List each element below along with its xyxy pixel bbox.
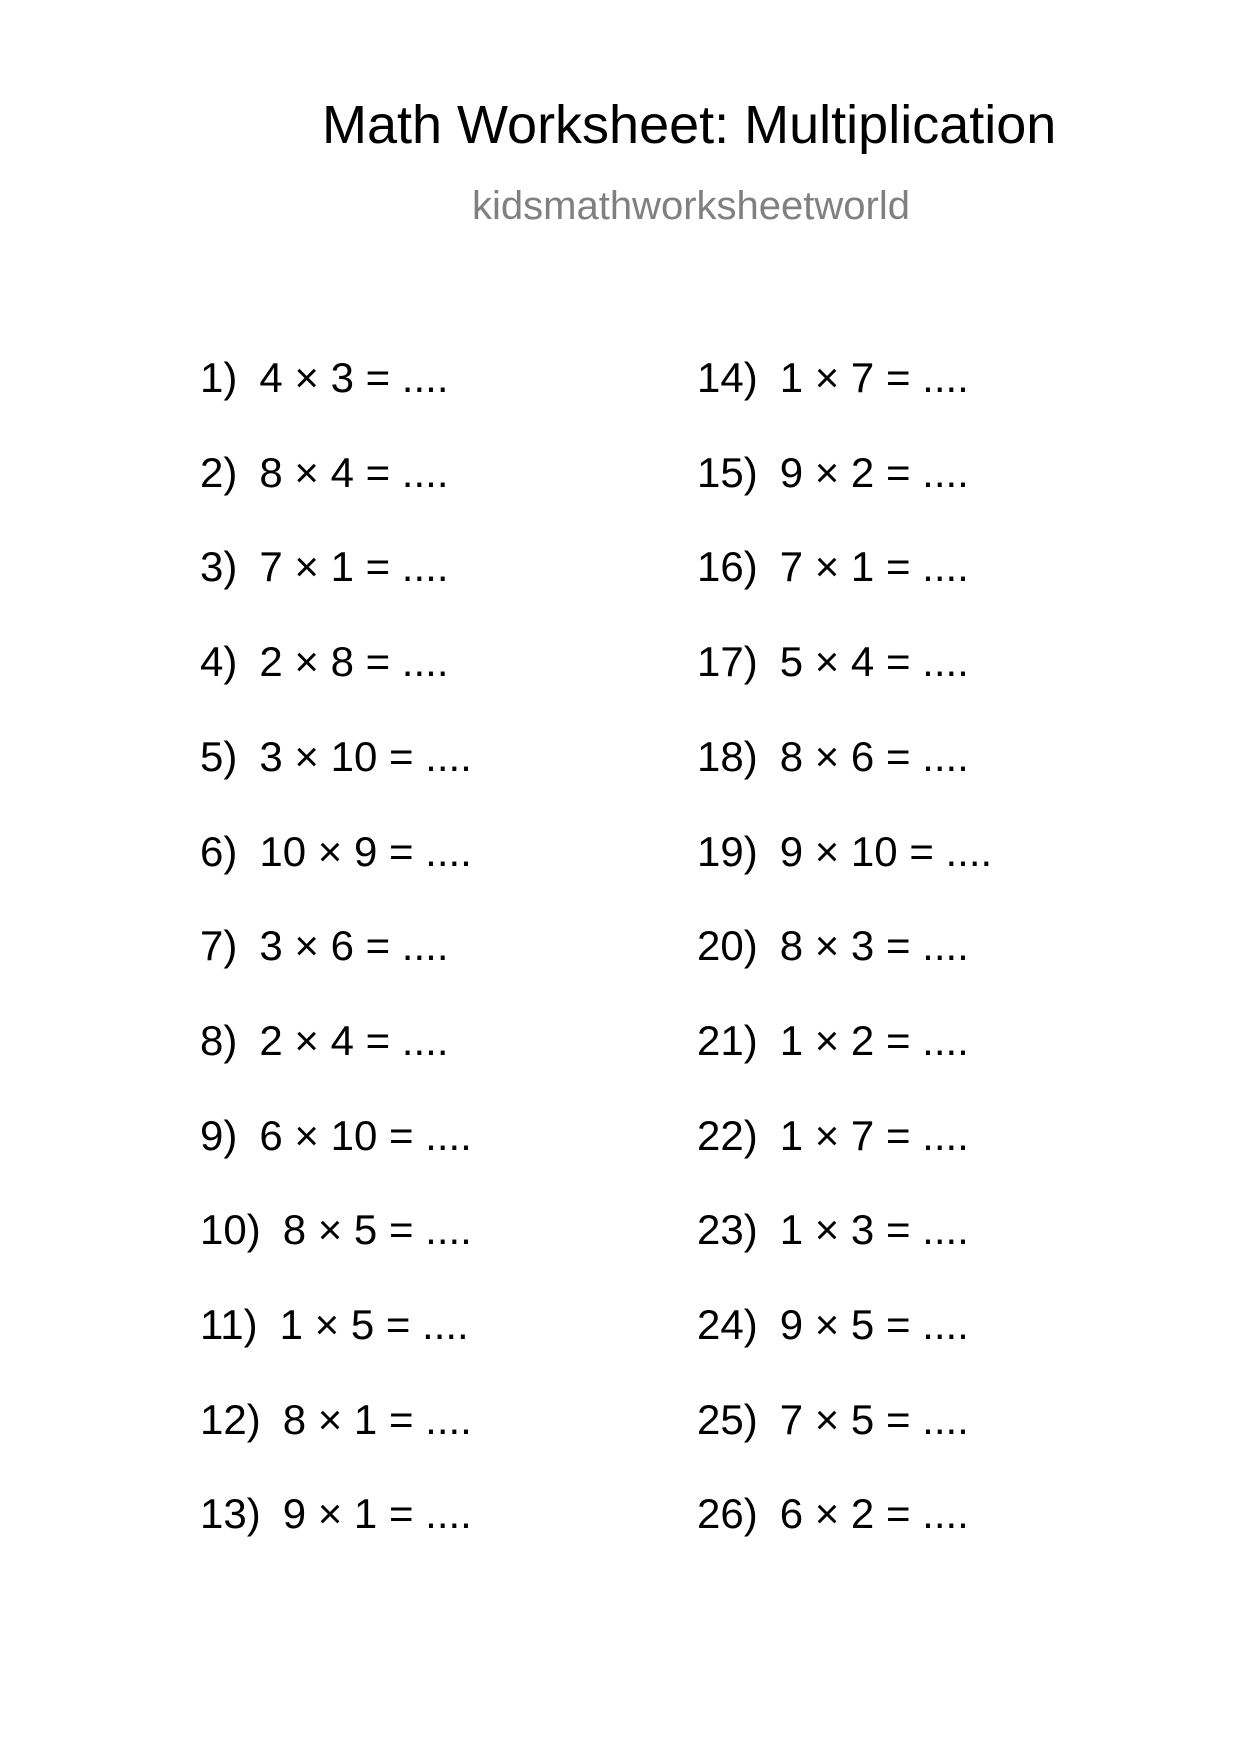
problem-expression: 8 × 1 = .... — [282, 1396, 472, 1443]
problem-item — [200, 638, 449, 685]
problem-item — [697, 1112, 969, 1159]
problem-item — [697, 638, 969, 685]
problem-expression: 9 × 10 = .... — [779, 828, 993, 875]
problem-item — [697, 1301, 969, 1348]
problem-item — [697, 828, 993, 875]
problem-item — [200, 828, 472, 875]
problem-expression: 6 × 2 = .... — [779, 1490, 969, 1537]
problem-number: 7) — [200, 922, 238, 969]
problem-expression: 1 × 2 = .... — [779, 1017, 969, 1064]
problem-expression: 7 × 5 = .... — [779, 1396, 969, 1443]
problem-item — [697, 1490, 969, 1537]
problem-number: 12) — [200, 1396, 261, 1443]
problem-expression: 2 × 8 = .... — [259, 638, 449, 685]
problem-number: 18) — [697, 733, 758, 780]
problem-item — [200, 1396, 472, 1443]
problem-item — [697, 354, 969, 401]
problem-number: 13) — [200, 1490, 261, 1537]
problem-number: 6) — [200, 828, 238, 875]
site-name: kidsmathworksheetworld — [472, 184, 910, 228]
problem-item — [697, 733, 969, 780]
problem-expression: 7 × 1 = .... — [259, 543, 449, 590]
problem-expression: 5 × 4 = .... — [779, 638, 969, 685]
problem-expression: 1 × 3 = .... — [779, 1206, 969, 1253]
problem-item — [200, 922, 449, 969]
problem-item — [200, 1112, 472, 1159]
problem-expression: 8 × 3 = .... — [779, 922, 969, 969]
problem-number: 1) — [200, 354, 238, 401]
problem-item — [697, 543, 969, 590]
problem-item — [200, 354, 449, 401]
problem-number: 10) — [200, 1206, 261, 1253]
problem-item — [697, 1017, 969, 1064]
problem-item — [200, 1301, 469, 1348]
problem-expression: 9 × 2 = .... — [779, 449, 969, 496]
problem-number: 8) — [200, 1017, 238, 1064]
problem-number: 11) — [200, 1301, 258, 1348]
problem-item — [200, 1017, 449, 1064]
problem-number: 2) — [200, 449, 238, 496]
problem-item — [697, 1396, 969, 1443]
problem-expression: 4 × 3 = .... — [259, 354, 449, 401]
problem-number: 22) — [697, 1112, 758, 1159]
problem-expression: 7 × 1 = .... — [779, 543, 969, 590]
problem-item — [200, 1206, 472, 1253]
problem-expression: 8 × 4 = .... — [259, 449, 449, 496]
problem-expression: 6 × 10 = .... — [259, 1112, 472, 1159]
problem-expression: 1 × 7 = .... — [779, 354, 969, 401]
page-title: Math Worksheet: Multiplication — [322, 95, 1057, 155]
problem-number: 17) — [697, 638, 758, 685]
problem-number: 19) — [697, 828, 758, 875]
problem-expression: 8 × 6 = .... — [779, 733, 969, 780]
problem-item — [697, 922, 969, 969]
problem-number: 14) — [697, 354, 758, 401]
problem-item — [200, 733, 472, 780]
problem-number: 4) — [200, 638, 238, 685]
problem-number: 20) — [697, 922, 758, 969]
problem-item — [697, 1206, 969, 1253]
problem-item — [200, 449, 449, 496]
problem-number: 26) — [697, 1490, 758, 1537]
problem-expression: 9 × 5 = .... — [779, 1301, 969, 1348]
problem-number: 21) — [697, 1017, 758, 1064]
problem-expression: 2 × 4 = .... — [259, 1017, 449, 1064]
problem-number: 23) — [697, 1206, 758, 1253]
problem-expression: 9 × 1 = .... — [282, 1490, 472, 1537]
problem-expression: 3 × 6 = .... — [259, 922, 449, 969]
problem-number: 25) — [697, 1396, 758, 1443]
problem-number: 3) — [200, 543, 238, 590]
problem-expression: 1 × 5 = .... — [279, 1301, 469, 1348]
problem-expression: 10 × 9 = .... — [259, 828, 472, 875]
problem-number: 15) — [697, 449, 758, 496]
problem-item — [200, 543, 449, 590]
problem-expression: 1 × 7 = .... — [779, 1112, 969, 1159]
problem-number: 9) — [200, 1112, 238, 1159]
problem-number: 16) — [697, 543, 758, 590]
problem-number: 5) — [200, 733, 238, 780]
problem-expression: 3 × 10 = .... — [259, 733, 472, 780]
problem-number: 24) — [697, 1301, 758, 1348]
problem-item — [697, 449, 969, 496]
problem-expression: 8 × 5 = .... — [282, 1206, 472, 1253]
problem-item — [200, 1490, 472, 1537]
